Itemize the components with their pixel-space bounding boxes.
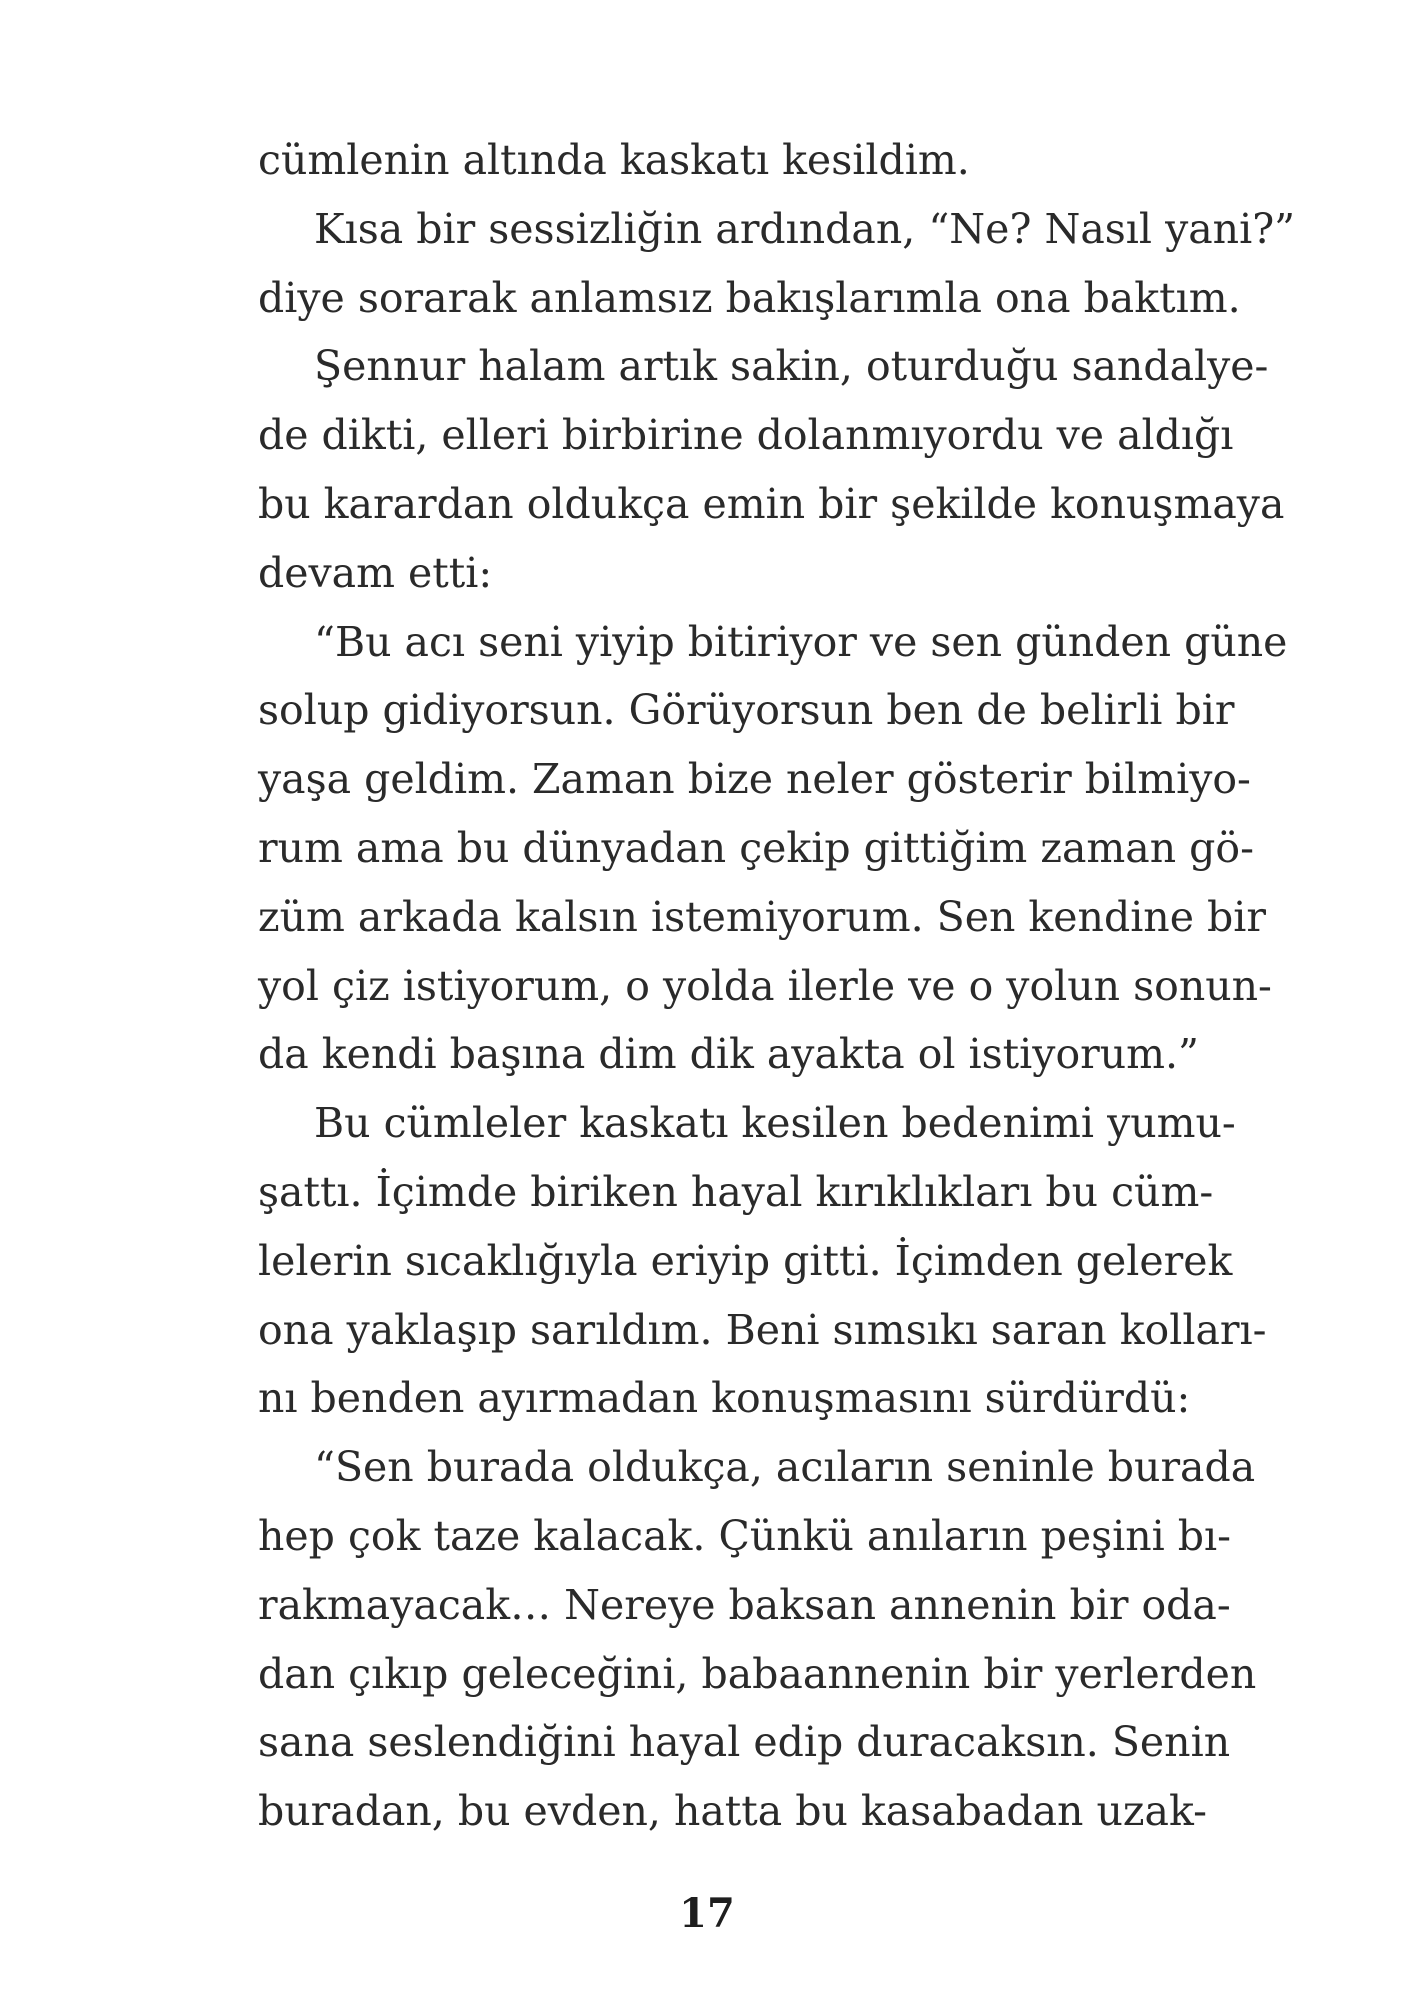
text-line: yol çiz istiyorum, o yolda ilerle ve o yolun sonun- [258, 961, 1272, 1010]
text-line: diye sorarak anlamsız bakışlarımla ona baktım. [258, 273, 1241, 322]
text-line: bu karardan oldukça emin bir şekilde konuşmaya [258, 479, 1285, 528]
text-line: “Bu acı seni yiyip bitiriyor ve sen günden güne [314, 617, 1288, 666]
text-line: lelerin sıcaklığıyla eriyip gitti. İçimden gelerek [258, 1236, 1233, 1285]
text-line: cümlenin altında kaskatı kesildim. [258, 136, 970, 184]
text-line: Kısa bir sessizliğin ardından, “Ne? Nasıl yani?” [314, 204, 1296, 253]
text-line: nı benden ayırmadan konuşmasını sürdürdü: [258, 1374, 1191, 1423]
text-line: da kendi başına dim dik ayakta ol istiyorum.” [258, 1030, 1199, 1079]
text-line: Şennur halam artık sakin, oturduğu sandalye- [314, 342, 1269, 391]
text-line: “Sen burada oldukça, acıların seninle burada [314, 1443, 1256, 1492]
text-line: züm arkada kalsın istemiyorum. Sen kendine bir [258, 892, 1266, 941]
text-line: hep çok taze kalacak. Çünkü anıların peşini bı- [258, 1511, 1232, 1560]
text-line: sana seslendiğini hayal edip duracaksın. Senin [258, 1718, 1231, 1767]
text-line: Bu cümleler kaskatı kesilen bedenimi yumu- [314, 1099, 1236, 1148]
text-line: dan çıkıp geleceğini, babaannenin bir yerlerden [258, 1649, 1257, 1698]
text-line: ona yaklaşıp sarıldım. Beni sımsıkı saran kolları- [258, 1305, 1267, 1354]
text-line: buradan, bu evden, hatta bu kasabadan uzak- [258, 1787, 1207, 1836]
text-line: yaşa geldim. Zaman bize neler gösterir bilmiyo- [258, 755, 1251, 804]
text-line: de dikti, elleri birbirine dolanmıyordu ve aldığı [258, 411, 1234, 460]
text-line: şattı. İçimde biriken hayal kırıklıkları bu cüm- [258, 1167, 1214, 1216]
text-line: solup gidiyorsun. Görüyorsun ben de belirli bir [258, 686, 1235, 735]
page-number: 17 [679, 1890, 735, 1937]
text-line: rakmayacak… Nereye baksan annenin bir oda- [258, 1580, 1231, 1629]
text-line: rum ama bu dünyadan çekip gittiğim zaman gö- [258, 823, 1254, 872]
text-line: devam etti: [258, 548, 493, 597]
body-text [258, 126, 1296, 1846]
